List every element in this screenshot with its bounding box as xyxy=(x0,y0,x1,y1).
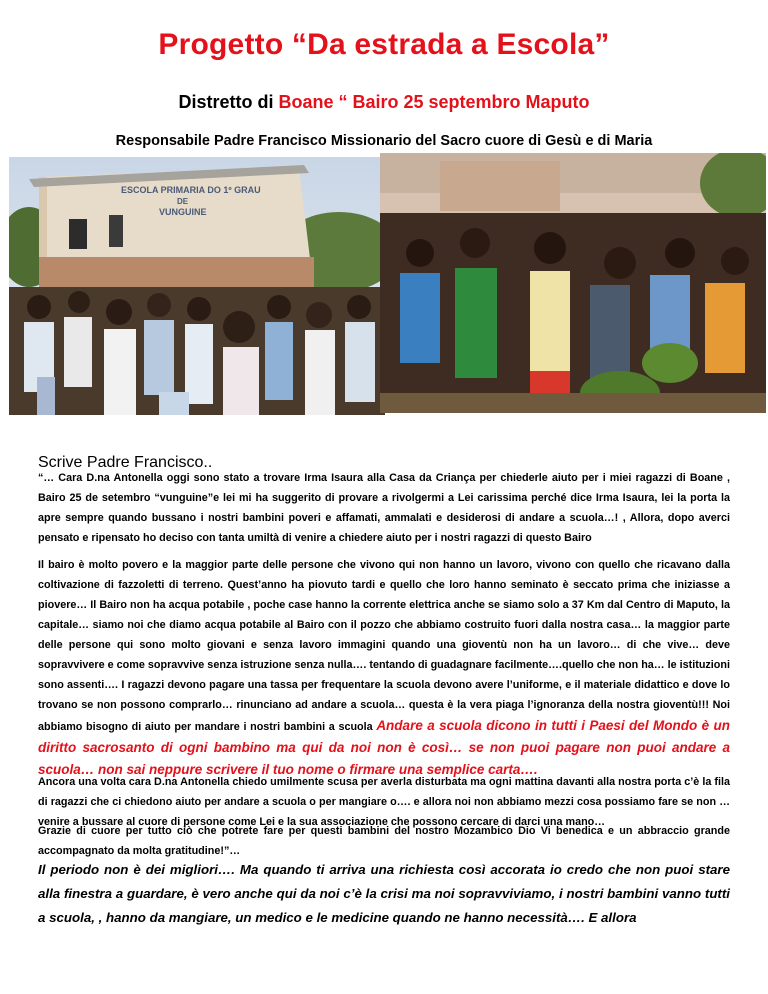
school-sign-line2: DE xyxy=(177,197,189,206)
district-place: Boane “ Bairo 25 septembro Maputo xyxy=(278,92,590,112)
responsible-line: Responsabile Padre Francisco Missionario del Sacro cuore di Gesù e di Maria xyxy=(115,133,653,149)
paragraph-3-text: Ancora una volta cara D.na Antonella chiedo umilmente scusa per averla disturbata ma ogni mattina davanti alla nostra porta c’è la fila di ragazzi che ci chiedono aiuto per andare a scuola o per mangiare o…. e allora noi non abbiamo mezzi cosa possiamo fare se non …venire a bussare al cuore di persone come Lei e la sua associazione che possono cercare di darci una mano… xyxy=(38,776,730,828)
paragraph-5 xyxy=(38,858,730,930)
paragraph-5-text: Il periodo non è dei migliori…. Ma quando ti arriva una richiesta così accorata io credo che non puoi stare alla finestra a guardare, è vero anche qui da noi c’è la crisi ma noi sopravviviamo, i nostri bambini vanno tutti a scuola, , hanno da mangiare, un medico e le medicine quando ne hanno necessità…. E allora xyxy=(38,862,730,925)
school-building-photo xyxy=(9,157,385,415)
district-line xyxy=(0,92,768,113)
children-group-photo xyxy=(380,153,766,413)
paragraph-2-text: Il bairo è molto povero e la maggior parte delle persone che vivono qui non hanno un lavoro, vivono con quello che ricavano dalla coltivazione di fazzoletti di terreno. Quest’anno ha piovuto tardi e quello che loro hanno seminato è seccato prima che iniziasse a piovere… Il Bairo non ha acqua potabile , poche case hanno la corrente elettrica anche se siamo solo a 37 Km dal Centro di Maputo, la capitale… siamo noi che diamo acqua potabile al Bairo con il pozzo che abbiamo costruito fuori dalla nostra casa… la maggior parte delle persone qui sono molto giovani e senza lavoro immagini quando una gioventù non ha un lavoro… di che vive… deve sopravvivere e come sopravvive senza istruzione senza nulla…. tentando di guadagnare facilmente….quello che non ha… le istituzioni sono assenti…. I ragazzi devono pagare una tassa per frequentare la scuola devono avere l’uniforme, e il materiale didattico e dove lo trovano se non possono comprarlo… rinunciano ad andare a scuola… questa è la vera piaga l’ignoranza della nostra gioventù!!! Noi abbiamo bisogno di aiuto per mandare i nostri bambini a scuola xyxy=(38,559,730,733)
document-title: Progetto “Da estrada a Escola” xyxy=(158,28,610,61)
district-label: Distretto di xyxy=(178,92,274,112)
intro-line: Scrive Padre Francisco.. xyxy=(38,454,213,471)
paragraph-1 xyxy=(38,468,730,548)
paragraph-2 xyxy=(38,555,730,781)
paragraph-1-text: “… Cara D.na Antonella oggi sono stato a trovare Irma Isaura alla Casa da Criança per chiederle aiuto per i miei ragazzi di Boane , Bairo 25 de setembro “vunguine”e lei mi ha suggerito di provare a rivolgermi a Lei carissima perché dice Irma Isaura, lei la porta la apre sempre quando bussano i nostri bambini poveri e affamati, ammalati e desiderosi di andare a scuola…! , Allora, dopo averci pensato e ripensato ho deciso con tanta umiltà di venire a chiedere aiuto per i nostri ragazzi di questo Bairo xyxy=(38,472,730,544)
paragraph-4-text: Grazie di cuore per tutto ciò che potrete fare per questi bambini del nostro Mozambico Dio Vi benedica e un abbraccio grande accompagnato da molta gratitudine!”… xyxy=(38,825,730,857)
school-sign-line1: ESCOLA PRIMARIA DO 1º GRAU xyxy=(121,185,261,195)
paragraph-4 xyxy=(38,821,730,861)
school-sign-line3: VUNGUINE xyxy=(159,207,207,217)
paragraph-2-highlight: Andare a scuola dicono in tutti i Paesi del Mondo è un diritto sacrosanto di ogni bambino ma qui da noi non è così… se non puoi pagare non puoi andare a scuola… non sai neppure scrivere il tuo nome o firmare una semplice carta…. xyxy=(38,718,730,777)
